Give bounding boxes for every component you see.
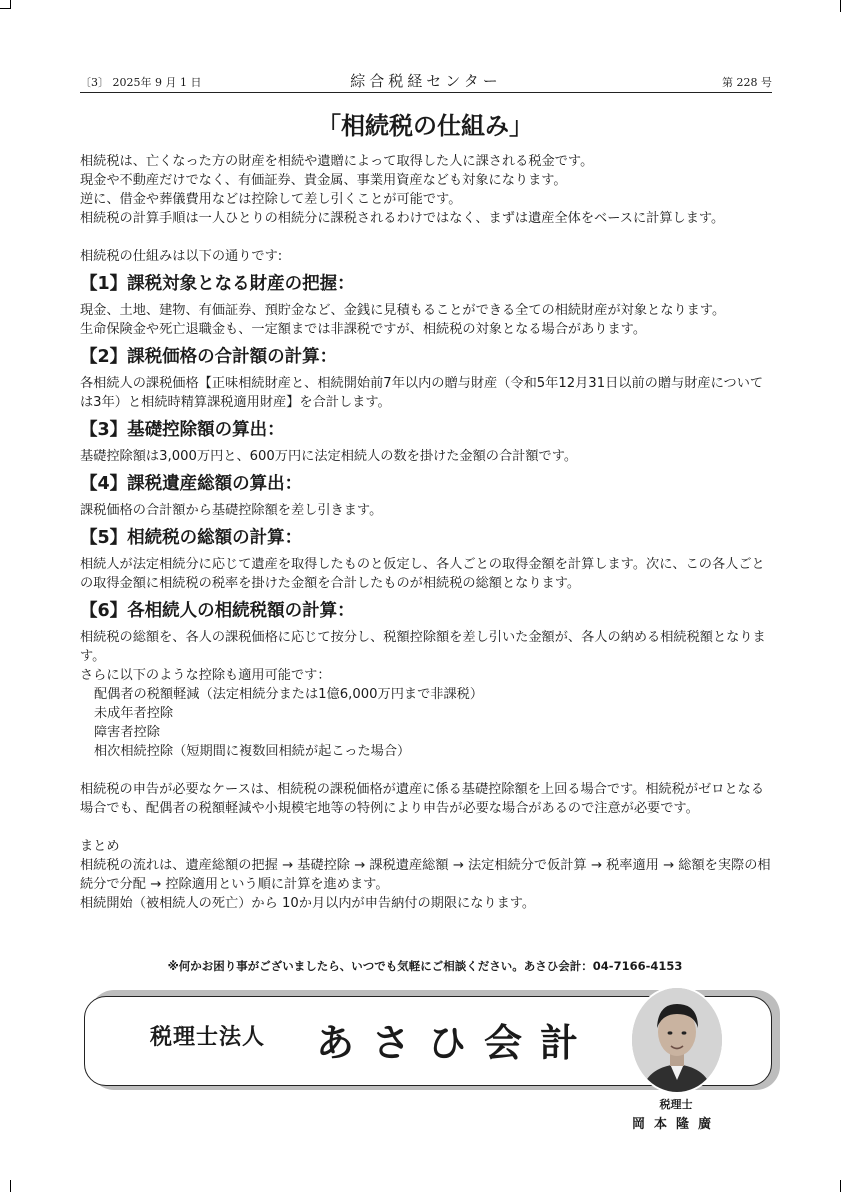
crop-mark-top-right — [840, 0, 841, 12]
section-body: 各相続人の課税価格【正味相続財産と、相続開始前7年以内の贈与財産（令和5年12月31日以前の贈与財産については3年）と相続時精算課税適用財産】を合計します。 — [80, 376, 764, 410]
deduction-item: 障害者控除 — [94, 725, 160, 740]
lead-text: 相続税の仕組みは以下の通りです: — [80, 249, 283, 264]
section-heading-6: 【6】各相続人の相続税額の計算： — [80, 601, 355, 621]
intro-line: 現金や不動産だけでなく、有価証券、貴金属、事業用資産なども対象になります。 — [80, 173, 567, 188]
intro-line: 逆に、借金や葬儀費用などは控除して差し引くことが可能です。 — [80, 192, 462, 207]
summary-label: まとめ — [80, 839, 120, 854]
section-body: 現金、土地、建物、有価証券、預貯金など、金銭に見積もることができる全ての相続財産が対象となります。 — [80, 303, 726, 318]
signature-title: 税理士 — [659, 1098, 693, 1111]
intro-line: 相続税は、亡くなった方の財産を相続や遺贈によって取得した人に課される税金です。 — [80, 154, 594, 169]
portrait-photo — [630, 986, 724, 1094]
section-heading-5: 【5】相続税の総額の計算： — [80, 528, 303, 548]
newsletter-header — [80, 70, 772, 93]
deduction-item: 未成年者控除 — [94, 706, 174, 721]
contact-line: ※何かお困り事がございましたら、いつでも気軽にご相談ください。あさひ会計：04-7166-4153 — [167, 959, 683, 973]
newsletter-name: 綜合税経センター — [350, 72, 502, 90]
page-title: 「相続税の仕組み」 — [317, 112, 533, 140]
firm-name: あさひ会計 — [316, 1020, 597, 1065]
crop-mark-bottom-right — [840, 1180, 841, 1192]
article-body — [80, 152, 775, 913]
crop-mark-bottom-left — [10, 1180, 11, 1192]
summary-line: 相続税の流れは、遺産総額の把握 → 基礎控除 → 課税遺産総額 → 法定相続分で仮計算 → 税率適用 → 総額を実際の相続分で分配 → 控除適用という順に計算を進めます。 — [80, 858, 771, 892]
org-type: 税理士法人 — [150, 1024, 266, 1050]
issue-date: 〔3〕 2025年 9 月 1 日 — [80, 76, 202, 89]
crop-mark-top-left-v — [10, 0, 11, 9]
section-body: 生命保険金や死亡退職金も、一定額までは非課税ですが、相続税の対象となる場合があります。 — [80, 322, 647, 337]
section-body: 課税価格の合計額から基礎控除額を差し引きます。 — [80, 503, 383, 518]
section-heading-3: 【3】基礎控除額の算出： — [80, 420, 285, 440]
section-body: 相続人が法定相続分に応じて遺産を取得したものと仮定し、各人ごとの取得金額を計算します。次に、この各人ごとの取得金額に相続税の税率を掛けた金額を合計したものが相続税の総額となります。 — [80, 557, 765, 591]
intro-line: 相続税の計算手順は一人ひとりの相続分に課税されるわけではなく、まずは遺産全体をベースに計算します。 — [80, 211, 725, 226]
section-heading-4: 【4】課税遺産総額の算出： — [80, 474, 303, 494]
summary-line: 相続開始（被相続人の死亡）から 10か月以内が申告納付の期限になります。 — [80, 896, 536, 911]
section-heading-2: 【2】課税価格の合計額の計算： — [80, 347, 338, 367]
signature-name: 岡本隆廣 — [631, 1117, 720, 1132]
section-body: 基礎控除額は3,000万円と、600万円に法定相続人の数を掛けた金額の合計額です。 — [80, 449, 578, 464]
filing-note: 相続税の申告が必要なケースは、相続税の課税価格が遺産に係る基礎控除額を上回る場合です。相続税がゼロとなる場合でも、配偶者の税額軽減や小規模宅地等の特例により申告が必要な場合があるので注意が必要です。 — [80, 782, 765, 816]
section-body: 相続税の総額を、各人の課税価格に応じて按分し、税額控除額を差し引いた金額が、各人の納める相続税額となります。 — [80, 630, 766, 664]
issue-number: 第 228 号 — [722, 76, 772, 89]
crop-mark-top-left-h — [0, 8, 10, 9]
section-heading-1: 【1】課税対象となる財産の把握： — [80, 274, 355, 294]
section-body: さらに以下のような控除も適用可能です： — [80, 668, 331, 683]
portrait-illustration — [632, 988, 722, 1092]
deduction-item: 配偶者の税額軽減（法定相続分または1億6,000万円まで非課税） — [94, 687, 484, 702]
deduction-item: 相次相続控除（短期間に複数回相続が起こった場合） — [94, 744, 411, 759]
